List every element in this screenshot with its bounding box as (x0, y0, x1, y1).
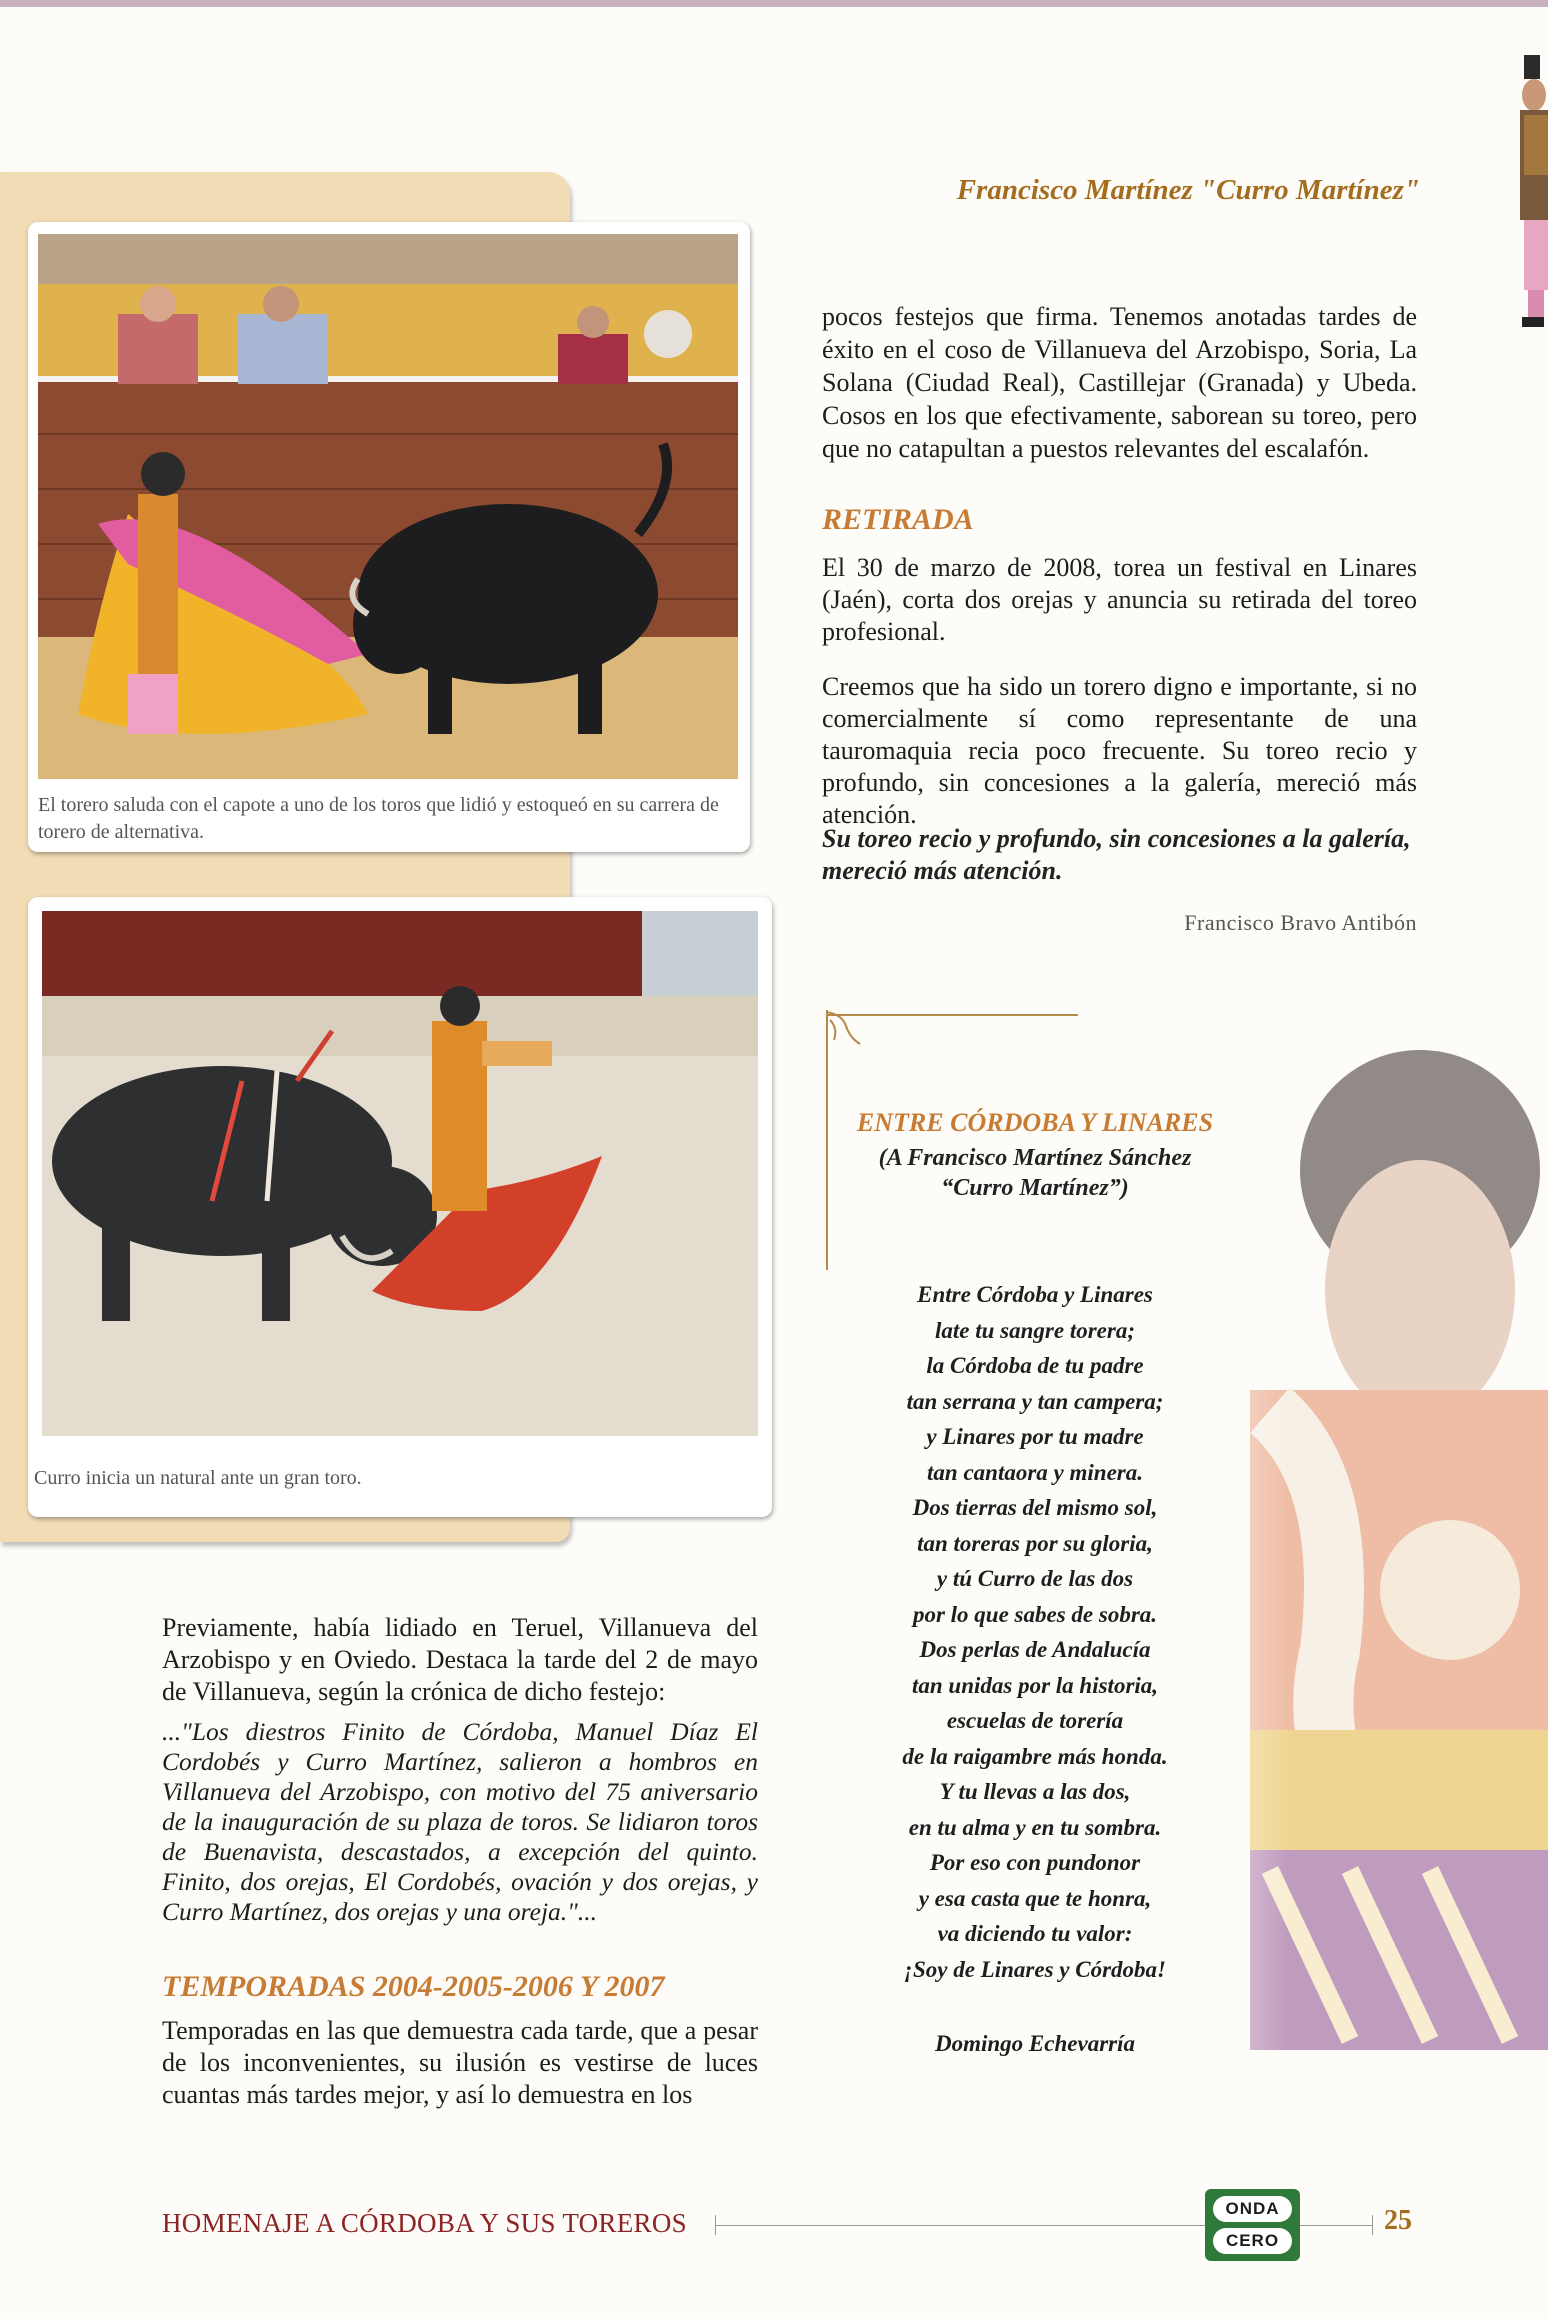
footer-title: HOMENAJE A CÓRDOBA Y SUS TOREROS (162, 2208, 687, 2238)
onda-cero-logo (1205, 2189, 1300, 2261)
poem-line: y Linares por tu madre (926, 1424, 1144, 1449)
right-paragraph-2: El 30 de marzo de 2008, torea un festival en Linares (Jaén), corta dos orejas y anuncia su retirada del toreo profesional. (822, 553, 1417, 646)
right-author: Francisco Bravo Antibón (1184, 910, 1417, 935)
photo-caption-2: Curro inicia un natural ante un gran toro. (34, 1467, 362, 1489)
footer-rule-tick-left (715, 2215, 716, 2235)
footer-rule-tick-right (1372, 2215, 1373, 2235)
footer-rule-left (715, 2225, 1205, 2226)
poem-line: Dos tierras del mismo sol, (912, 1495, 1158, 1520)
right-section-heading: RETIRADA (822, 503, 974, 536)
torero-figure-image (1510, 55, 1548, 335)
poem-line: en tu alma y en tu sombra. (908, 1814, 1162, 1840)
top-rule (0, 0, 1548, 7)
left-quote: ..."Los diestros Finito de Córdoba, Manuel Díaz El Cordobés y Curro Martínez, salieron a hombros en Villanueva del Arzobispo, con motivo del 75 aniversario de la inauguración de su plaza de toros. Se lidiaron toros de Buenavista, descastados, a excepción del quinto. Finito, dos orejas, El Cordobés, ovación y dos orejas, y Curro Martínez, dos orejas y una oreja."... (162, 1717, 758, 1926)
poem-line: tan cantaora y minera. (927, 1459, 1143, 1485)
logo-top-text: ONDA (1213, 2196, 1292, 2222)
poem-line: Por eso con pundonor (929, 1850, 1141, 1875)
left-paragraph-1: Previamente, había lidiado en Teruel, Villanueva del Arzobispo y en Oviedo. Destaca la tarde del 2 de mayo de Villanueva, según la crónica de dicho festejo: (162, 1613, 758, 1706)
poem-line: ¡Soy de Linares y Córdoba! (904, 1956, 1166, 1982)
photo-card-2 (28, 897, 772, 1517)
poem-line: tan serrana y tan campera; (906, 1388, 1164, 1414)
poem-line: y tú Curro de las dos (936, 1566, 1134, 1591)
poem-dedication-2: “Curro Martínez”) (941, 1175, 1129, 1201)
article-header-title: Francisco Martínez "Curro Martínez" (956, 174, 1420, 206)
poem-line: va diciendo tu valor: (937, 1921, 1133, 1946)
poem-line: y esa casta que te honra, (918, 1885, 1152, 1911)
poem-line: Entre Córdoba y Linares (917, 1282, 1153, 1307)
poem-line: de la raigambre más honda. (902, 1743, 1168, 1769)
poem-line: late tu sangre torera; (935, 1317, 1135, 1343)
poem-line: la Córdoba de tu padre (926, 1353, 1144, 1378)
footer-rule-right (1300, 2225, 1372, 2226)
poem-line: por lo que sabes de sobra. (912, 1601, 1158, 1627)
logo-bottom-text: CERO (1213, 2228, 1292, 2254)
poem-frame-top-rule (828, 1014, 1078, 1016)
poem-title: ENTRE CÓRDOBA Y LINARES (856, 1108, 1214, 1137)
right-pull-quote: Su toreo recio y profundo, sin concesiones a la galería, mereció más atención. (822, 824, 1411, 885)
left-section-heading: TEMPORADAS 2004-2005-2006 Y 2007 (162, 1970, 665, 2003)
poem-frame-left-rule (826, 1010, 828, 1270)
right-paragraph-1: pocos festejos que firma. Tenemos anotadas tardes de éxito en el coso de Villanueva del Arzobispo, Soria, La Solana (Ciudad Real), Castillejar (Granada) y Ubeda. Cosos en los que efectivamente, saborean su toreo, pero que no catapultan a puestos relevantes del escalafón. (822, 302, 1417, 463)
page-number: 25 (1384, 2205, 1412, 2236)
poem-line: tan unidas por la historia, (911, 1672, 1159, 1698)
poem-ornament-icon (822, 1008, 862, 1048)
poem-line: escuelas de torería (946, 1708, 1124, 1733)
poem-line: Y tu llevas a las dos, (939, 1779, 1131, 1804)
poem-author: Domingo Echevarría (935, 2031, 1135, 2056)
poem-dedication-1: (A Francisco Martínez Sánchez (878, 1145, 1192, 1171)
poem-lines (835, 1277, 1235, 1987)
photo-caption-1: El torero saluda con el capote a uno de los toros que lidió y estoqueó en su carrera de torero de alternativa. (38, 794, 719, 843)
poem-line: Dos perlas de Andalucía (919, 1637, 1151, 1662)
photo-torero-muleta (42, 911, 758, 1436)
photo-card-1 (28, 222, 750, 852)
poem-line: tan toreras por su gloria, (917, 1530, 1153, 1556)
photo-torero-capote (38, 234, 738, 779)
left-paragraph-2: Temporadas en las que demuestra cada tarde, que a pesar de los inconvenientes, su ilusión es vestirse de luces cuantas más tardes mejor, y así lo demuestra en los (162, 2016, 758, 2109)
right-paragraph-3: Creemos que ha sido un torero digno e importante, si no comercialmente sí como representante de una tauromaquia recia poco frecuente. Su toreo recio y profundo, sin concesiones a la galería, mereció más atención. (822, 672, 1417, 829)
